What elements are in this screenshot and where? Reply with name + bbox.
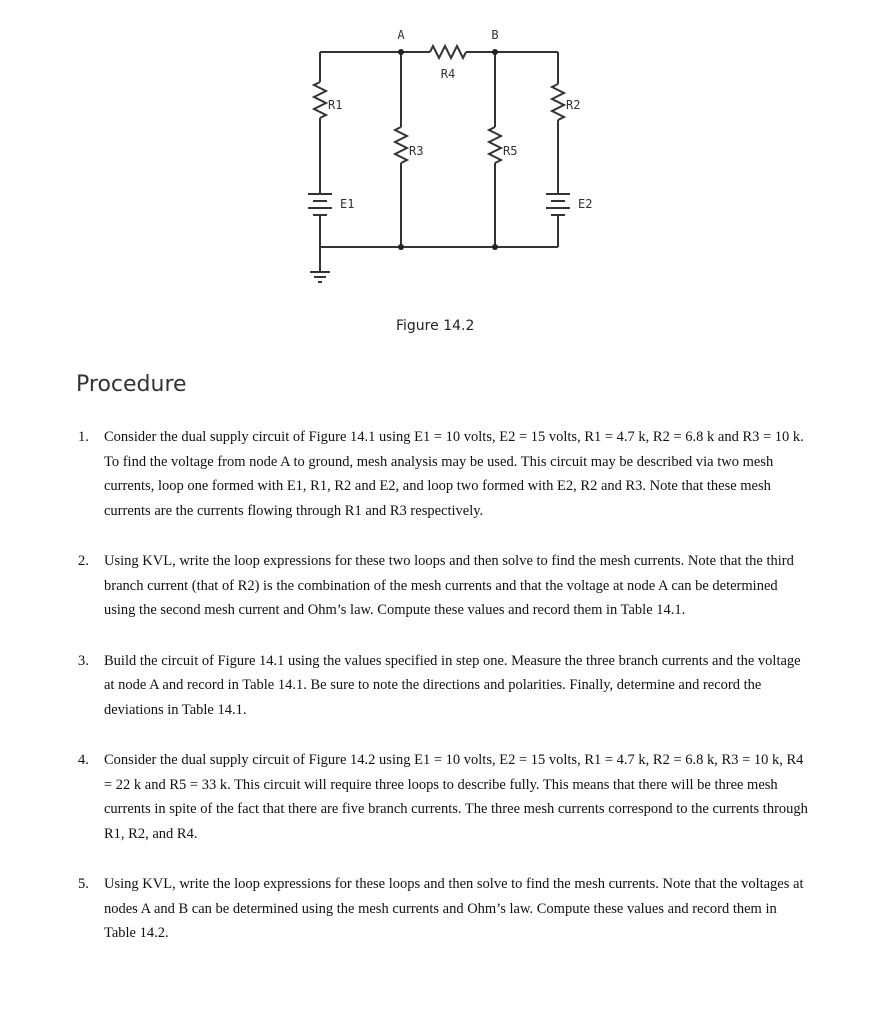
resistor-r5 [489, 127, 501, 163]
label-r2: R2 [566, 98, 581, 112]
procedure-step [76, 425, 811, 523]
step-number: 4. [78, 752, 89, 768]
procedure-heading: Procedure [76, 372, 187, 397]
resistor-r1 [314, 82, 326, 118]
node-a-dot [398, 49, 404, 55]
step-text: Consider the dual supply circuit of Figure 14.1 using E1 = 10 volts, E2 = 15 volts, R1 = 4.7 k, R2 = 6.8 k and R3 = 10 k. To find the voltage from node A to ground, mesh analysis may be used. This circuit may be described via two mesh currents, loop one formed with E1, R1, R2 and E2, and loop two formed with E2, R2 and R3. Note that these mesh currents are the currents flowing through R1 and R3 respectively. [104, 429, 804, 519]
procedure-step [76, 748, 811, 846]
step-number: 2. [78, 553, 89, 569]
resistor-r2 [552, 84, 564, 120]
label-node-a: A [397, 28, 405, 42]
step-text: Using KVL, write the loop expressions for these loops and then solve to find the mesh currents. Note that the voltages at nodes A and B can be determined using the mesh currents and Ohm’s law. Compute these values and record them in Table 14.2. [104, 876, 804, 941]
label-e1: E1 [340, 197, 355, 211]
battery-e2 [546, 194, 570, 215]
procedure-steps [76, 425, 811, 946]
label-r1: R1 [328, 98, 343, 112]
procedure-step [76, 872, 811, 946]
figure-caption: Figure 14.2 [396, 318, 475, 334]
junction-dot [398, 244, 404, 250]
procedure-step [76, 649, 811, 723]
resistor-r4 [430, 46, 466, 58]
label-node-b: B [491, 28, 499, 42]
label-e2: E2 [578, 197, 593, 211]
resistor-r3 [395, 127, 407, 163]
step-text: Using KVL, write the loop expressions for these two loops and then solve to find the mesh currents. Note that the third branch current (that of R2) is the combination of the mesh currents and that the voltage at node A can be determined using the second mesh current and Ohm’s law. Compute these values and record them in Table 14.1. [104, 553, 794, 618]
circuit-diagram [290, 22, 610, 292]
step-number: 5. [78, 876, 89, 892]
battery-e1 [308, 194, 332, 215]
step-text: Build the circuit of Figure 14.1 using the values specified in step one. Measure the three branch currents and the voltage at node A and record in Table 14.1. Be sure to note the directions and polarities. Finally, determine and record the deviations in Table 14.1. [104, 652, 801, 718]
junction-dot [492, 244, 498, 250]
label-r5: R5 [503, 144, 518, 158]
procedure-step [76, 549, 811, 623]
step-number: 1. [78, 429, 89, 445]
step-text: Consider the dual supply circuit of Figure 14.2 using E1 = 10 volts, E2 = 15 volts, R1 = 4.7 k, R2 = 6.8 k, R3 = 10 k, R4 = 22 k and R5 = 33 k. This circuit will require three loops to describe fully. This means that there will be three mesh currents in spite of the fact that there are five branch currents. The three mesh currents correspond to the currents through R1, R2, and R4. [104, 752, 808, 842]
ground-symbol [310, 272, 330, 282]
node-b-dot [492, 49, 498, 55]
label-r3: R3 [409, 144, 424, 158]
step-number: 3. [78, 652, 89, 669]
label-r4: R4 [440, 67, 456, 81]
